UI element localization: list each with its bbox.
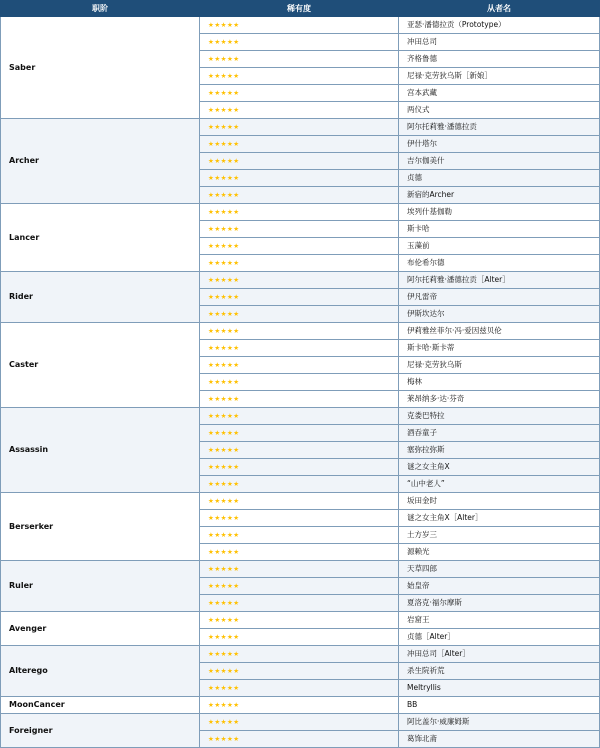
rarity-stars: ★★★★★ bbox=[200, 340, 399, 357]
rarity-stars: ★★★★★ bbox=[200, 68, 399, 85]
servant-name: 酒吞童子 bbox=[399, 425, 600, 442]
rarity-stars: ★★★★★ bbox=[200, 306, 399, 323]
servant-name: BB bbox=[399, 697, 600, 714]
class-cell: Berserker bbox=[1, 493, 200, 561]
servant-name: 阿尔托莉雅·潘德拉贡［Alter］ bbox=[399, 272, 600, 289]
rarity-stars: ★★★★★ bbox=[200, 136, 399, 153]
servant-name: 尼禄·克劳狄乌斯［新娘］ bbox=[399, 68, 600, 85]
servant-name: 谜之女主角X bbox=[399, 459, 600, 476]
table-row bbox=[1, 646, 600, 663]
servant-name: 伊斯坎达尔 bbox=[399, 306, 600, 323]
rarity-stars: ★★★★★ bbox=[200, 204, 399, 221]
servant-name: 岩窟王 bbox=[399, 612, 600, 629]
servant-name: 尼禄·克劳狄乌斯 bbox=[399, 357, 600, 374]
rarity-stars: ★★★★★ bbox=[200, 85, 399, 102]
servant-name: 新宿的Archer bbox=[399, 187, 600, 204]
servant-name: “山中老人” bbox=[399, 476, 600, 493]
class-cell: Alterego bbox=[1, 646, 200, 697]
servant-name: 谜之女主角X［Alter］ bbox=[399, 510, 600, 527]
rarity-stars: ★★★★★ bbox=[200, 561, 399, 578]
rarity-stars: ★★★★★ bbox=[200, 476, 399, 493]
servant-name: 吉尔伽美什 bbox=[399, 153, 600, 170]
header-rarity: 稀有度 bbox=[200, 1, 399, 17]
class-cell: Caster bbox=[1, 323, 200, 408]
table-row bbox=[1, 612, 600, 629]
table-row bbox=[1, 697, 600, 714]
class-cell: Foreigner bbox=[1, 714, 200, 748]
servant-name: 斯卡哈 bbox=[399, 221, 600, 238]
rarity-stars: ★★★★★ bbox=[200, 391, 399, 408]
class-cell: Archer bbox=[1, 119, 200, 204]
servant-name: 土方岁三 bbox=[399, 527, 600, 544]
servant-name: 布伦希尔德 bbox=[399, 255, 600, 272]
table-row bbox=[1, 17, 600, 34]
class-cell: Saber bbox=[1, 17, 200, 119]
table-row bbox=[1, 714, 600, 731]
rarity-stars: ★★★★★ bbox=[200, 697, 399, 714]
rarity-stars: ★★★★★ bbox=[200, 663, 399, 680]
class-cell: Assassin bbox=[1, 408, 200, 493]
rarity-stars: ★★★★★ bbox=[200, 612, 399, 629]
rarity-stars: ★★★★★ bbox=[200, 459, 399, 476]
servant-name: 伊凡雷帝 bbox=[399, 289, 600, 306]
rarity-stars: ★★★★★ bbox=[200, 442, 399, 459]
class-cell: Lancer bbox=[1, 204, 200, 272]
rarity-stars: ★★★★★ bbox=[200, 289, 399, 306]
servant-name: 齐格鲁德 bbox=[399, 51, 600, 68]
servant-name: 天草四郎 bbox=[399, 561, 600, 578]
rarity-stars: ★★★★★ bbox=[200, 323, 399, 340]
servant-name: 贞德 bbox=[399, 170, 600, 187]
servant-name: 阿尔托莉雅·潘德拉贡 bbox=[399, 119, 600, 136]
servant-name: 夏洛克·福尔摩斯 bbox=[399, 595, 600, 612]
header-servant: 从者名 bbox=[399, 1, 600, 17]
rarity-stars: ★★★★★ bbox=[200, 153, 399, 170]
servant-name: 葛饰北斋 bbox=[399, 731, 600, 748]
rarity-stars: ★★★★★ bbox=[200, 374, 399, 391]
rarity-stars: ★★★★★ bbox=[200, 17, 399, 34]
class-cell: Avenger bbox=[1, 612, 200, 646]
rarity-stars: ★★★★★ bbox=[200, 221, 399, 238]
rarity-stars: ★★★★★ bbox=[200, 34, 399, 51]
servant-name: 杀生院祈荒 bbox=[399, 663, 600, 680]
rarity-stars: ★★★★★ bbox=[200, 595, 399, 612]
rarity-stars: ★★★★★ bbox=[200, 578, 399, 595]
rarity-stars: ★★★★★ bbox=[200, 102, 399, 119]
header-class: 职阶 bbox=[1, 1, 200, 17]
rarity-stars: ★★★★★ bbox=[200, 187, 399, 204]
rarity-stars: ★★★★★ bbox=[200, 510, 399, 527]
rarity-stars: ★★★★★ bbox=[200, 357, 399, 374]
rarity-stars: ★★★★★ bbox=[200, 119, 399, 136]
rarity-stars: ★★★★★ bbox=[200, 527, 399, 544]
servant-name: 始皇帝 bbox=[399, 578, 600, 595]
servant-name: 坂田金时 bbox=[399, 493, 600, 510]
table-row bbox=[1, 323, 600, 340]
servant-name: 源赖光 bbox=[399, 544, 600, 561]
rarity-stars: ★★★★★ bbox=[200, 408, 399, 425]
servant-name: 伊什塔尔 bbox=[399, 136, 600, 153]
servant-name: 宫本武藏 bbox=[399, 85, 600, 102]
rarity-stars: ★★★★★ bbox=[200, 714, 399, 731]
class-cell: Rider bbox=[1, 272, 200, 323]
rarity-stars: ★★★★★ bbox=[200, 425, 399, 442]
table-body bbox=[1, 17, 600, 748]
servant-name: 贞德［Alter］ bbox=[399, 629, 600, 646]
rarity-stars: ★★★★★ bbox=[200, 238, 399, 255]
servant-name: 伊莉雅丝菲尔·冯·爱因兹贝伦 bbox=[399, 323, 600, 340]
table-row bbox=[1, 204, 600, 221]
rarity-stars: ★★★★★ bbox=[200, 629, 399, 646]
class-cell: Ruler bbox=[1, 561, 200, 612]
table-header-row bbox=[1, 1, 600, 17]
table-row bbox=[1, 119, 600, 136]
rarity-stars: ★★★★★ bbox=[200, 544, 399, 561]
servant-name: 斯卡哈·斯卡蒂 bbox=[399, 340, 600, 357]
servant-name: 阿比盖尔·威廉姆斯 bbox=[399, 714, 600, 731]
rarity-stars: ★★★★★ bbox=[200, 51, 399, 68]
table-row bbox=[1, 272, 600, 289]
servant-name: 冲田总司［Alter］ bbox=[399, 646, 600, 663]
rarity-stars: ★★★★★ bbox=[200, 272, 399, 289]
servant-name: 莱昂纳多·达·芬奇 bbox=[399, 391, 600, 408]
table-row bbox=[1, 408, 600, 425]
rarity-stars: ★★★★★ bbox=[200, 731, 399, 748]
servant-name: 塞弥拉弥斯 bbox=[399, 442, 600, 459]
table-row bbox=[1, 493, 600, 510]
servant-name: 冲田总司 bbox=[399, 34, 600, 51]
rarity-stars: ★★★★★ bbox=[200, 255, 399, 272]
rarity-stars: ★★★★★ bbox=[200, 493, 399, 510]
servant-name: 克娄巴特拉 bbox=[399, 408, 600, 425]
servant-name: 梅林 bbox=[399, 374, 600, 391]
servant-name: 两仪式 bbox=[399, 102, 600, 119]
rarity-stars: ★★★★★ bbox=[200, 646, 399, 663]
table-row bbox=[1, 561, 600, 578]
servant-name: 亚瑟·潘德拉贡（Prototype） bbox=[399, 17, 600, 34]
rarity-stars: ★★★★★ bbox=[200, 170, 399, 187]
servant-name: 埃列什基伽勒 bbox=[399, 204, 600, 221]
class-cell: MoonCancer bbox=[1, 697, 200, 714]
rarity-stars: ★★★★★ bbox=[200, 680, 399, 697]
servant-name: Meltryllis bbox=[399, 680, 600, 697]
servant-name: 玉藻前 bbox=[399, 238, 600, 255]
